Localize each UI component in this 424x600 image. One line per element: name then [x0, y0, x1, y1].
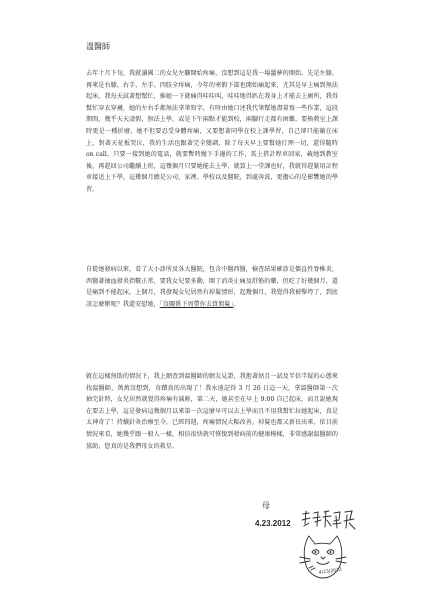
cat-doodle-icon: [297, 532, 349, 584]
letter-paragraph-2: [86, 264, 338, 310]
closing-mother: 母: [262, 501, 270, 510]
letter-date: 4.23.2012: [255, 519, 291, 528]
letter-paragraph-1: 去年十月下旬，我就讀國二的女兒左腳開始疼痛，沒想到這是我一場噩夢的開始。先是左膝，再來是右膝、右手、左手、四肢全疼痛，今年的寒假下部也開始痛起來，尤其是早上痛到無法起床，我每天試著想幫忙，推她一下就痛得哇哇叫，哇哇地得趴在我身上才能去上廁所，我得幫忙穿衣穿襪，她的左右手都無法拿筆寫字，有時由她口述我代筆幫她盡量寫一些作業，這段期間，幾乎天天請假，無法上學，或是下午兩點才能到校，兩腳行走都有困難，要換教室上課時更是一種折磨，她不但要忍受身體疼痛，又要想著同學在校上課學習，自己卻只能躺在床上，對著天花板哭泣，我的生活也跟著完全變調，除了每天早上要幫她打理一切，還得隨時 on call，只要一接到她的電話，就要暫時拋下手邊的工作，馬上搭計程車回家，載她到教室後，再趕回公司繼續上班，這幾個月只要她能去上學，就算上一堂課也好，我就得趕緊用計程車接送上下學，這幾個月總是公司、家裡、學校以及醫院，到處奔波，更擔心的是影響她的學習。: [86, 70, 338, 193]
letter-paragraph-3: 就在這樣無助的情況下，我上網查到溫醫師的網友見證，我抱著姑且一試及半信半疑的心態來找溫醫師，萬萬沒想到，奇蹟真的出現了！我永遠記得 3 月 26 日這一天，拿溫醫師第一次抽完針時，女兒居然就覺得疼痛有減輕，第二天，她甚至在早上 9:00 自己起床，而且說她現在要去上學，這是發病這幾個月以來第一次這麼早可以去上學而且不用我幫忙拉她起床，真是太神奇了！持續針灸治療至今，已經四週，疼痛情況大幅改善，掉髮也都又新長出來，依目前情況來看，她幾乎跟一般人一樣，相信很快就可恢復到發病前的健康模樣，非常感謝溫醫師的協助，您真的是我們母女的救星。: [86, 373, 338, 450]
letter-greeting: 溫醫師: [86, 42, 110, 51]
doodle-date: 4/23/2012: [318, 567, 343, 576]
handwritten-signature: [300, 508, 360, 532]
paragraph-2-quote: 「沒關係下周帶你去買假髮」: [159, 300, 234, 308]
paragraph-2-end: 。: [233, 300, 240, 308]
paragraph-2-main: 自從她發病以來，看了大小診所及各大醫院，包含中醫西醫，檢查結果確診是僵直性脊椎炎，西醫著抽血發炎指數正常，要我女兒要多動，開了消炎止痛及舒筋的藥，但吃了好幾個月，還是痛到不能起床，上個月，我發現女兒居然有掉髮情形，起幾個月，我覺得我被擊垮了，到底該怎麼辦呢？我還安慰她，: [86, 266, 338, 308]
